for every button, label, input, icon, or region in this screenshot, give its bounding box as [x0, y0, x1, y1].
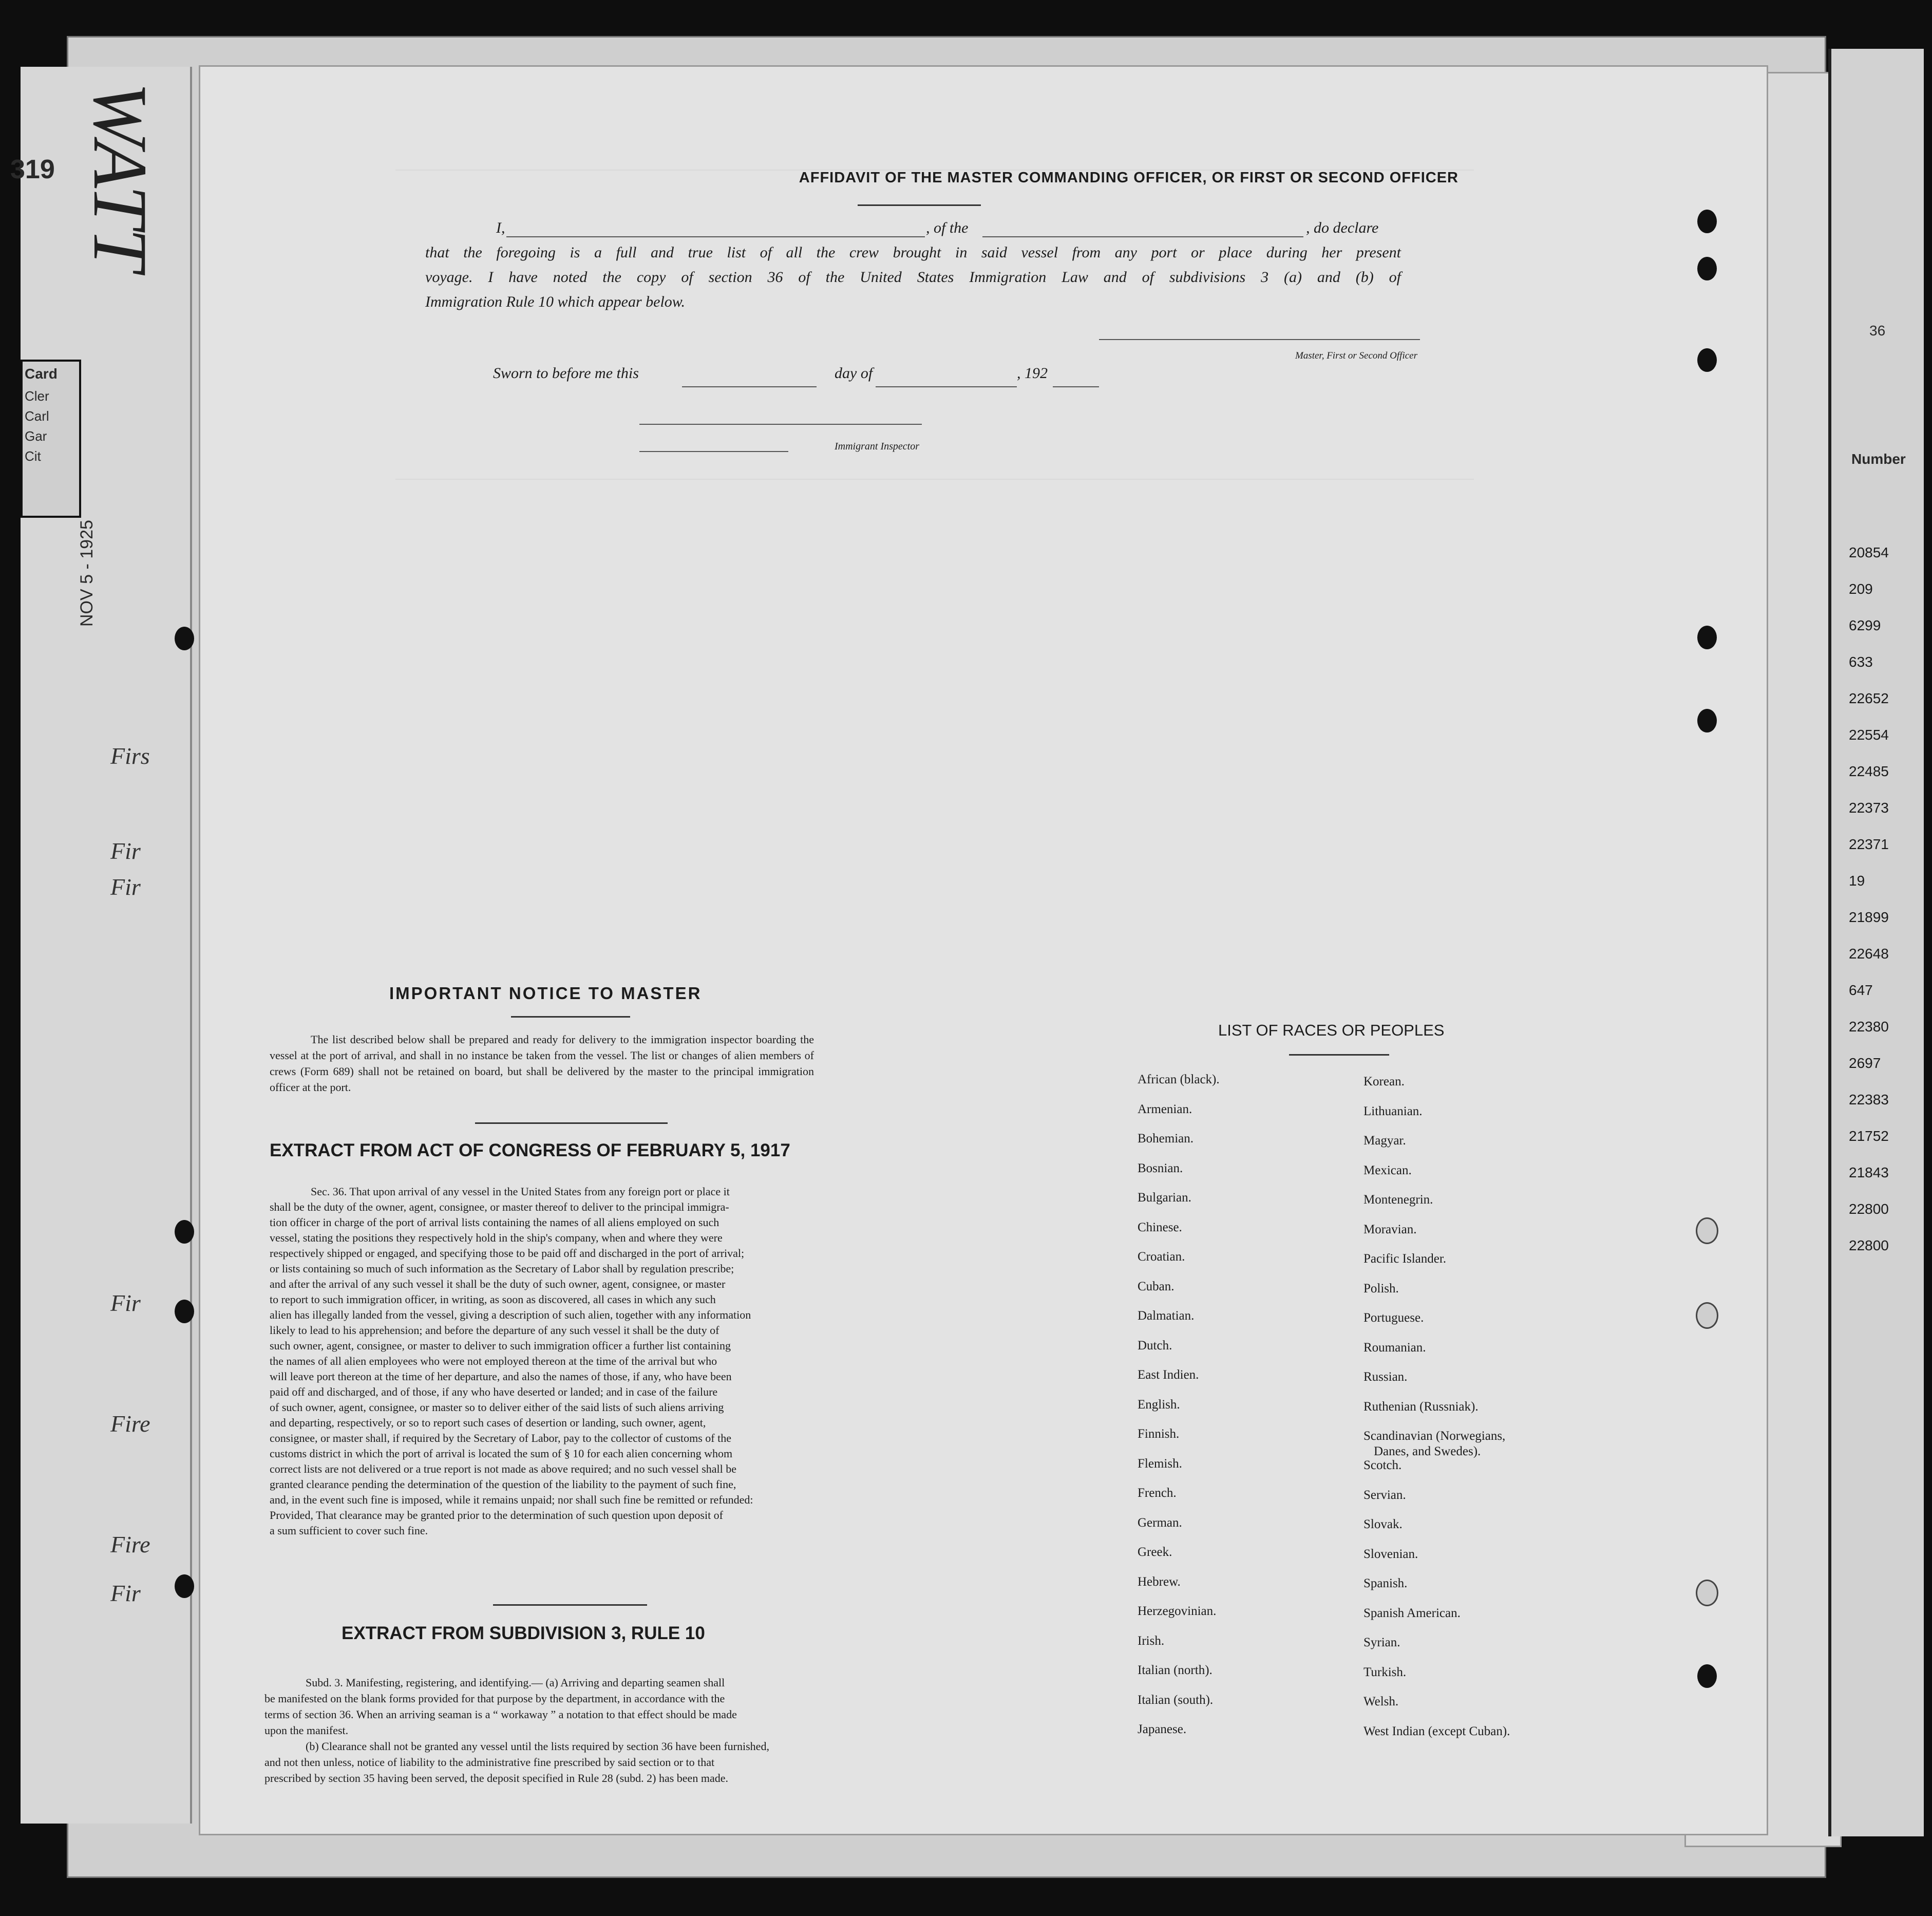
race-item: Slovenian. [1363, 1547, 1418, 1561]
rule-line: (b) Clearance shall not be granted any vessel until the lists required by section 36 have been furnished, [306, 1740, 769, 1753]
notice-body: The list described below shall be prepared and ready for delivery to the immigration inspector boarding the vessel at the port of arrival, and shall in no instance be taken from the vessel. The list or changes of alien members of crews (Form 689) shall not be retained on board, but shall be delivered by the master to the principal immigration officer at the port. [270, 1033, 814, 1094]
margin-number: 21752 [1849, 1128, 1889, 1144]
margin-number: 209 [1849, 581, 1873, 597]
race-item: Scotch. [1363, 1458, 1402, 1472]
race-item: West Indian (except Cuban). [1363, 1724, 1510, 1738]
punch-hole [1697, 1664, 1717, 1688]
month-blank[interactable] [876, 386, 1017, 387]
race-item: Korean. [1363, 1075, 1405, 1088]
card-label: Cit [25, 448, 41, 464]
rule-line: prescribed by section 35 having been served, the deposit specified in Rule 28 (subd. 2) has been made. [264, 1772, 728, 1784]
margin-number: 22371 [1849, 836, 1889, 852]
punch-hole [1697, 709, 1717, 732]
race-item: Syrian. [1363, 1636, 1400, 1649]
margin-number: 22373 [1849, 800, 1889, 816]
margin-number: 22652 [1849, 690, 1889, 706]
punch-hole [1696, 1302, 1718, 1329]
margin-number: 22383 [1849, 1092, 1889, 1107]
race-item: Cuban. [1138, 1279, 1175, 1293]
act-line: likely to lead to his apprehension; and before the departure of any such vessel it shall be the duty of [270, 1324, 719, 1337]
race-item: Chinese. [1138, 1220, 1182, 1234]
margin-number: 22485 [1849, 763, 1889, 779]
affidavit-rule [858, 204, 981, 206]
rule-line: be manifested on the blank forms provided for that purpose by the department, in accordance with the [264, 1692, 725, 1705]
act-line: correct lists are not delivered or a true report is not made as above required; and no such vessel shall be [270, 1462, 737, 1475]
margin-number: 21843 [1849, 1164, 1889, 1180]
act-divider [493, 1604, 647, 1606]
rule-title: EXTRACT FROM SUBDIVISION 3, RULE 10 [342, 1623, 705, 1643]
number-column-header: Number [1851, 451, 1906, 467]
act-line: and departing, respectively, or so to report such cases of desertion or landing, such owner, agent, [270, 1416, 706, 1429]
race-item: Spanish American. [1363, 1606, 1461, 1620]
race-item: Slovak. [1363, 1517, 1403, 1531]
race-item: Polish. [1363, 1281, 1399, 1295]
number-column [1849, 544, 1926, 1274]
race-item: French. [1138, 1486, 1177, 1500]
left-margin-sheet [21, 67, 192, 1824]
card-label: Carl [25, 408, 49, 424]
act-line: or lists containing so much of such information as the Secretary of Labor shall by regulation prescribe; [270, 1262, 734, 1275]
master-signature-label: Master, First or Second Officer [1295, 350, 1417, 361]
race-item: Herzegovinian. [1138, 1604, 1217, 1618]
race-item: Montenegrin. [1363, 1193, 1433, 1207]
race-item: Roumanian. [1363, 1340, 1426, 1355]
inspector-label: Immigrant Inspector [835, 441, 919, 452]
race-item: Welsh. [1363, 1695, 1399, 1708]
race-item: Irish. [1138, 1633, 1165, 1648]
act-line: the names of all alien employees who were not employed thereon at the time of the arrival but who [270, 1355, 717, 1367]
races-left-column [1138, 1073, 1343, 1807]
affidavit-declaration [425, 216, 1606, 314]
notice-rule [511, 1016, 630, 1018]
act-title: EXTRACT FROM ACT OF CONGRESS OF FEBRUARY 5, 1917 [270, 1140, 790, 1160]
rule-body [264, 1675, 814, 1786]
affidavit-line: Immigration Rule 10 which appear below. [425, 293, 686, 310]
affidavit-declare: , do declare [1306, 219, 1379, 236]
punch-hole [175, 1300, 194, 1323]
rule-line: terms of section 36. When an arriving seaman is a “ workaway ” a notation to that effect should be made [264, 1708, 737, 1721]
first-label: Fire [110, 1411, 150, 1437]
year-text: , 192 [1017, 365, 1048, 382]
margin-number: 21899 [1849, 909, 1889, 925]
act-line: consignee, or master shall, if required by the Secretary of Labor, pay to the collector of customs of the [270, 1432, 731, 1444]
punch-hole [1696, 1580, 1718, 1606]
vessel-blank[interactable] [982, 236, 1303, 237]
card-label: Gar [25, 428, 47, 444]
race-item: Mexican. [1363, 1163, 1412, 1177]
punch-hole [175, 1220, 194, 1244]
race-item: Bohemian. [1138, 1132, 1194, 1145]
margin-number: 6299 [1849, 617, 1881, 633]
act-body [270, 1184, 814, 1538]
race-item: Danes, and Swedes). [1374, 1444, 1481, 1458]
handwritten-margin-text: WATT [78, 82, 163, 271]
punch-hole [1697, 626, 1717, 649]
act-line: a sum sufficient to cover such fine. [270, 1524, 428, 1537]
inspector-signature-line[interactable] [639, 424, 922, 425]
margin-number: 20854 [1849, 544, 1889, 560]
race-item: Finnish. [1138, 1427, 1180, 1441]
first-label: Firs [110, 743, 150, 769]
act-line: respectively shipped or engaged, and specifying those to be paid off and discharged in the port of arrival; [270, 1247, 745, 1260]
act-line: and after the arrival of any such vessel it shall be the duty of such owner, agent, consignee, or master [270, 1278, 726, 1290]
race-item: Lithuanian. [1363, 1104, 1423, 1118]
race-item: German. [1138, 1515, 1182, 1530]
race-item: Moravian. [1363, 1222, 1417, 1236]
races-rule [1289, 1054, 1389, 1056]
rule-line: and not then unless, notice of liability to the administrative fine prescribed by said section or to that [264, 1756, 715, 1769]
race-item: Scandinavian (Norwegians, [1363, 1429, 1506, 1443]
rule-line: upon the manifest. [264, 1724, 349, 1737]
act-line: vessel, stating the positions they respectively hold in the ship's company, when and where they were [270, 1231, 723, 1244]
margin-number: 633 [1849, 654, 1873, 670]
race-item: Spanish. [1363, 1576, 1408, 1590]
race-item: Bosnian. [1138, 1161, 1183, 1175]
race-item: Croatian. [1138, 1250, 1185, 1264]
act-line: alien has illegally landed from the vessel, giving a description of such alien, together with any information [270, 1308, 751, 1321]
crew-list-back-page [200, 67, 1767, 1834]
margin-number: 22800 [1849, 1237, 1889, 1253]
race-item: Russian. [1363, 1370, 1408, 1384]
card-label: Cler [25, 388, 49, 404]
race-item: Flemish. [1138, 1456, 1182, 1471]
margin-number: 22380 [1849, 1019, 1889, 1035]
race-item: Magyar. [1363, 1134, 1406, 1148]
act-line: such owner, agent, consignee, or master to deliver to such immigration officer a further list containing [270, 1339, 731, 1352]
race-item: Dalmatian. [1138, 1309, 1195, 1323]
race-item: Ruthenian (Russniak). [1363, 1399, 1479, 1414]
punch-hole [1697, 257, 1717, 280]
punch-hole [175, 1574, 194, 1598]
inspector-label-line [639, 451, 788, 452]
affidavit-line: that the foregoing is a full and true list of all the crew brought in said vessel from any port or place during her present [425, 244, 1401, 261]
margin-number: 2697 [1849, 1055, 1881, 1071]
card-box [21, 360, 81, 518]
races-right-column [1363, 1075, 1569, 1809]
day-blank[interactable] [682, 386, 817, 387]
race-item: Hebrew. [1138, 1574, 1181, 1589]
page-number-fragment: 319 [10, 155, 55, 184]
race-item: Japanese. [1138, 1722, 1187, 1736]
first-label: Fire [110, 1531, 150, 1557]
first-label: Fir [110, 874, 141, 900]
notice-divider [475, 1122, 668, 1124]
name-blank[interactable] [506, 236, 925, 237]
race-item: Portuguese. [1363, 1311, 1424, 1325]
act-line: Provided, That clearance may be granted prior to the determination of such question upon deposit of [270, 1509, 724, 1521]
act-line: and, in the event such fine is imposed, while it remains unpaid; nor shall such fine be remitted or refunded: [270, 1493, 753, 1506]
sworn-text: Sworn to before me this [493, 365, 639, 382]
race-item: African (black). [1138, 1073, 1220, 1086]
race-item: Pacific Islander. [1363, 1252, 1447, 1266]
act-line: tion officer in charge of the port of arrival lists containing the names of all aliens employed on such [270, 1216, 719, 1229]
act-line: paid off and discharged, and of those, if any who have deserted or landed; and in case of the failure [270, 1385, 718, 1398]
race-item: Turkish. [1363, 1665, 1407, 1679]
race-item: Armenian. [1138, 1102, 1192, 1116]
affidavit-title: AFFIDAVIT OF THE MASTER COMMANDING OFFICER, OR FIRST OR SECOND OFFICER [799, 170, 1459, 186]
race-item: English. [1138, 1397, 1180, 1412]
punch-hole [175, 627, 194, 650]
sworn-line [493, 365, 1366, 390]
punch-hole [1696, 1217, 1718, 1244]
margin-number: 22800 [1849, 1201, 1889, 1217]
first-label: Fir [110, 1290, 141, 1316]
race-item: Italian (south). [1138, 1693, 1214, 1707]
affidavit-of-the: , of the [926, 219, 969, 236]
right-page-number: 36 [1869, 323, 1886, 339]
margin-number: 22554 [1849, 727, 1889, 743]
race-item: Servian. [1363, 1488, 1406, 1502]
act-line: to report to such immigration officer, in writing, as soon as discovered, all cases in which any such [270, 1293, 716, 1306]
punch-hole [1697, 348, 1717, 372]
act-line: shall be the duty of the owner, agent, consignee, or master thereof to deliver to the principal immigra- [270, 1200, 729, 1213]
master-signature-line[interactable] [1099, 339, 1420, 340]
race-item: Italian (north). [1138, 1663, 1213, 1677]
date-stamp: NOV 5 - 1925 [77, 520, 97, 627]
margin-number: 19 [1849, 873, 1865, 889]
race-item: Bulgarian. [1138, 1191, 1191, 1205]
act-line: customs district in which the port of arrival is located the sum of § 10 for each alien concerning whom [270, 1447, 733, 1460]
margin-number: 22648 [1849, 946, 1889, 962]
race-item: Greek. [1138, 1545, 1172, 1559]
race-item: East Indien. [1138, 1368, 1199, 1382]
act-line: granted clearance pending the determination of the question of the liability to the payment of such fine, [270, 1478, 736, 1491]
margin-number: 647 [1849, 982, 1873, 998]
act-line: Sec. 36. That upon arrival of any vessel in the United States from any foreign port or place it [311, 1185, 730, 1198]
races-title: LIST OF RACES OR PEOPLES [1218, 1021, 1445, 1039]
act-line: of such owner, agent, consignee, or master so to deliver either of the said lists of such aliens arriving [270, 1401, 724, 1414]
day-of-text: day of [835, 365, 873, 382]
affidavit-i: I, [496, 219, 505, 236]
race-item: Dutch. [1138, 1338, 1172, 1353]
act-line: will leave port thereon at the time of her departure, and also the names of those, if any, who have been [270, 1370, 732, 1383]
year-blank[interactable] [1053, 386, 1099, 387]
punch-hole [1697, 210, 1717, 233]
rule-line: Subd. 3. Manifesting, registering, and identifying.— (a) Arriving and departing seamen shall [306, 1676, 725, 1689]
notice-title: IMPORTANT NOTICE TO MASTER [389, 984, 702, 1003]
first-label: Fir [110, 1580, 141, 1606]
card-label: Card [25, 366, 58, 382]
first-label: Fir [110, 838, 141, 864]
affidavit-line: voyage. I have noted the copy of section 36 of the United States Immigration Law and of subdivisions 3 (a) and (b) of [425, 269, 1401, 286]
